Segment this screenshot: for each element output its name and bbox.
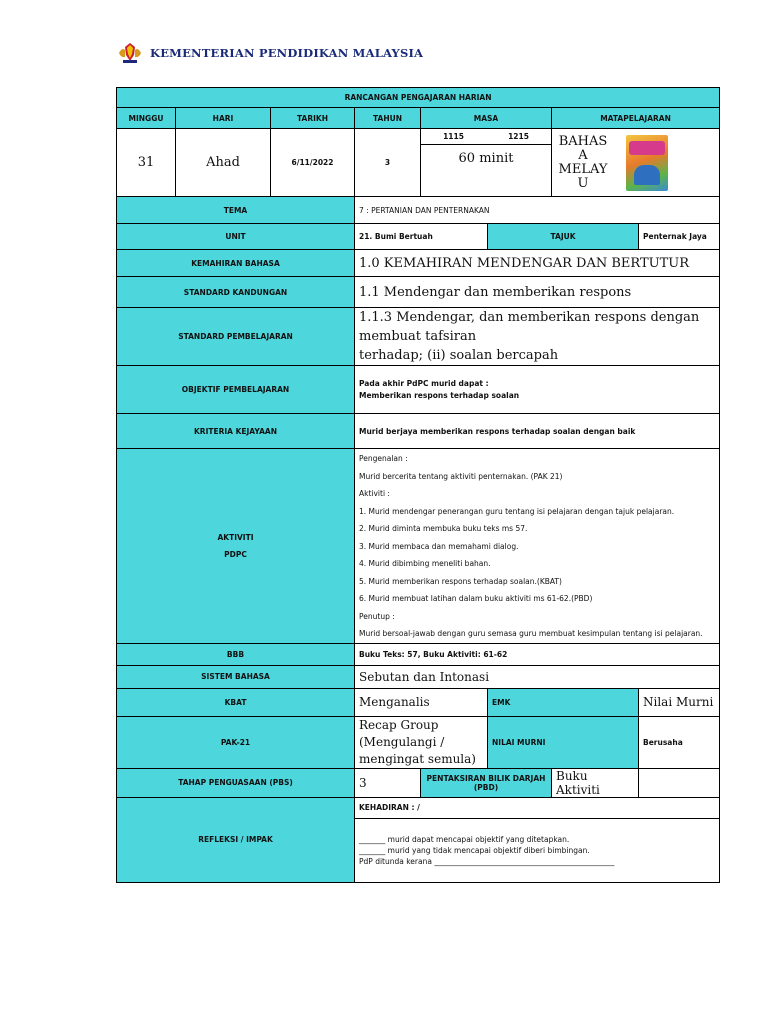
label-standard-pembelajaran: STANDARD PEMBELAJARAN [117, 308, 355, 366]
sp-line-2: terhadap; (ii) soalan bercapah [359, 348, 559, 363]
refleksi-line: _______ murid dapat mencapai objektif yang ditetapkan. [359, 834, 570, 844]
label-aktiviti [117, 449, 355, 644]
value-tahap-penguasaan: 3 [355, 768, 421, 797]
label-pak21: PAK-21 [117, 716, 355, 768]
label-kemahiran: KEMAHIRAN BAHASA [117, 250, 355, 277]
value-unit: 21. Bumi Bertuah [355, 224, 488, 250]
value-objektif [355, 366, 720, 414]
col-hari: HARI [176, 108, 271, 129]
masa-end: 1215 [508, 132, 529, 141]
page-header [116, 40, 423, 66]
label-tema: TEMA [117, 197, 355, 224]
aktiviti-item: Murid bercerita tentang aktiviti penternakan. (PAK 21) [359, 471, 563, 481]
value-pak21: Recap Group (Mengulangi / mengingat semula) [355, 716, 488, 768]
pdpc-label: PDPC [224, 549, 247, 559]
refleksi-line: _______ murid yang tidak mencapai objektif diberi bimbingan. [359, 845, 590, 855]
refleksi-line: PdP ditunda kerana ________________________________________________ [359, 856, 615, 866]
value-masa [421, 129, 552, 197]
value-pbd: Buku Aktiviti [552, 768, 639, 797]
label-emk: EMK [488, 688, 639, 716]
aktiviti-item: 6. Murid membuat latihan dalam buku aktiviti ms 61-62.(PBD) [359, 594, 593, 603]
aktiviti-item: Penutup : [359, 611, 395, 621]
col-matapelajaran: MATAPELAJARAN [552, 108, 720, 129]
empty-cell [639, 768, 720, 797]
aktiviti-item: 4. Murid dibimbing meneliti bahan. [359, 559, 491, 568]
value-refleksi [355, 818, 720, 882]
label-tahap-penguasaan: TAHAP PENGUASAAN (PBS) [117, 768, 355, 797]
label-kbat: KBAT [117, 688, 355, 716]
aktiviti-item: 2. Murid diminta membuka buku teks ms 57. [359, 524, 528, 533]
label-standard-kandungan: STANDARD KANDUNGAN [117, 277, 355, 308]
col-masa: MASA [421, 108, 552, 129]
aktiviti-list [355, 449, 720, 644]
aktiviti-item: 1. Murid mendengar penerangan guru tentang isi pelajaran dengan tajuk pelajaran. [359, 506, 675, 516]
value-tema: 7 : PERTANIAN DAN PENTERNAKAN [355, 197, 720, 224]
value-tahun: 3 [355, 129, 421, 197]
label-kriteria: KRITERIA KEJAYAAN [117, 414, 355, 449]
value-nilai-murni: Berusaha [639, 716, 720, 768]
label-refleksi: REFLEKSI / IMPAK [117, 797, 355, 882]
aktiviti-item: Pengenalan : [359, 454, 408, 463]
malaysia-crest-icon [116, 41, 144, 65]
value-sistem-bahasa: Sebutan dan Intonasi [355, 665, 720, 688]
ministry-name: KEMENTERIAN PENDIDIKAN MALAYSIA [150, 46, 424, 60]
aktiviti-item: 3. Murid membaca dan memahami dialog. [359, 541, 519, 551]
value-bbb: Buku Teks: 57, Buku Aktiviti: 61-62 [355, 643, 720, 665]
objektif-line-2: Memberikan respons terhadap soalan [359, 390, 520, 400]
aktiviti-item: Murid bersoal-jawab dengan guru semasa guru membuat kesimpulan tentang isi pelajaran. [359, 629, 703, 638]
label-tajuk: TAJUK [488, 224, 639, 250]
col-tahun: TAHUN [355, 108, 421, 129]
value-kehadiran: KEHADIRAN : / [355, 797, 720, 818]
value-kriteria: Murid berjaya memberikan respons terhadap soalan dengan baik [355, 414, 720, 449]
objektif-line-1: Pada akhir PdPC murid dapat : [359, 378, 489, 388]
masa-duration: 60 minit [458, 151, 514, 166]
subject-name: BAHAS A MELAY U [558, 133, 608, 191]
label-sistem-bahasa: SISTEM BAHASA [117, 665, 355, 688]
label-unit: UNIT [117, 224, 355, 250]
label-pbd: PENTAKSIRAN BILIK DARJAH (PBD) [421, 768, 552, 797]
value-tarikh: 6/11/2022 [271, 129, 355, 197]
value-kemahiran: 1.0 KEMAHIRAN MENDENGAR DAN BERTUTUR [355, 250, 720, 277]
aktiviti-item: 5. Murid memberikan respons terhadap soalan.(KBAT) [359, 576, 562, 586]
label-bbb: BBB [117, 643, 355, 665]
value-hari: Ahad [176, 129, 271, 197]
form-title: RANCANGAN PENGAJARAN HARIAN [117, 88, 720, 108]
col-minggu: MINGGU [117, 108, 176, 129]
value-tajuk: Penternak Jaya [639, 224, 720, 250]
value-standard-pembelajaran [355, 308, 720, 366]
lesson-plan-table [116, 87, 720, 883]
value-kbat: Menganalis [355, 688, 488, 716]
value-standard-kandungan: 1.1 Mendengar dan memberikan respons [355, 277, 720, 308]
sp-line-1: 1.1.3 Mendengar, dan memberikan respons dengan membuat tafsiran [359, 310, 700, 344]
value-minggu: 31 [117, 129, 176, 197]
aktiviti-item: Aktiviti : [359, 489, 390, 498]
label-objektif: OBJEKTIF PEMBELAJARAN [117, 366, 355, 414]
col-tarikh: TARIKH [271, 108, 355, 129]
value-emk: Nilai Murni [639, 688, 720, 716]
textbook-cover-image [626, 135, 668, 191]
masa-start: 1115 [443, 132, 464, 141]
label-nilai-murni: NILAI MURNI [488, 716, 639, 768]
aktiviti-label: AKTIVITI [217, 532, 254, 542]
value-matapelajaran [552, 129, 720, 197]
